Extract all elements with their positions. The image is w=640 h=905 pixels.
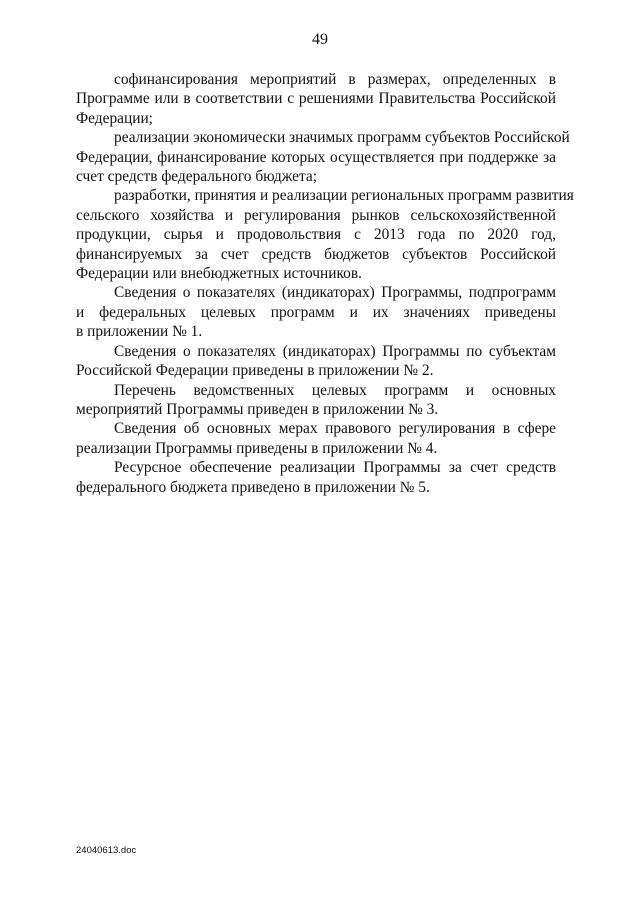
paragraph [76, 381, 556, 420]
text-line: Федерации, финансирование которых осуществляется при поддержке за [76, 148, 556, 166]
page-number: 49 [312, 31, 328, 48]
paragraph [76, 458, 556, 497]
text-line: софинансирования мероприятий в размерах, определенных в [114, 71, 556, 88]
text-line: федерального бюджета приведено в приложении № 5. [76, 478, 430, 496]
text-line: Сведения о показателях (индикаторах) Программы по субъектам [114, 342, 556, 360]
text-line: Сведения о показателях (индикаторах) Программы, подпрограмм [114, 284, 556, 302]
text-line: в приложении № 1. [76, 323, 203, 341]
text-line: разработки, принятия и реализации региональных программ развития [114, 187, 574, 205]
text-line: мероприятий Программы приведен в приложении № 3. [76, 400, 439, 418]
text-line: реализации экономически значимых программ субъектов Российской [114, 129, 570, 147]
paragraph [76, 342, 556, 381]
paragraph [76, 70, 556, 128]
text-line: Программе или в соответствии с решениями Правительства Российской [76, 90, 556, 108]
text-line: финансируемых за счет средств бюджетов субъектов Российской [76, 245, 556, 263]
text-line: Перечень ведомственных целевых программ и основных [114, 381, 556, 399]
text-line: и федеральных целевых программ и их значениях приведены [76, 303, 556, 321]
text-line: реализации Программы приведены в приложении № 4. [76, 439, 438, 457]
file-name-footer: 24040613.doc [76, 845, 137, 856]
paragraph [76, 186, 574, 283]
text-line: Федерации; [76, 109, 153, 127]
paragraph [76, 419, 556, 458]
text-line: Ресурсное обеспечение реализации Программы за счет средств [114, 459, 556, 477]
text-line: продукции, сырья и продовольствия с 2013 года по 2020 год, [76, 226, 556, 244]
document-body [76, 70, 574, 497]
text-line: Федерации или внебюджетных источников. [76, 265, 362, 283]
text-line: счет средств федерального бюджета; [76, 168, 318, 186]
text-line: Российской Федерации приведены в приложении № 2. [76, 362, 434, 380]
text-line: Сведения об основных мерах правового регулирования в сфере [114, 420, 556, 438]
paragraph [76, 283, 556, 341]
paragraph [76, 128, 570, 186]
text-line: сельского хозяйства и регулирования рынков сельскохозяйственной [76, 206, 556, 224]
